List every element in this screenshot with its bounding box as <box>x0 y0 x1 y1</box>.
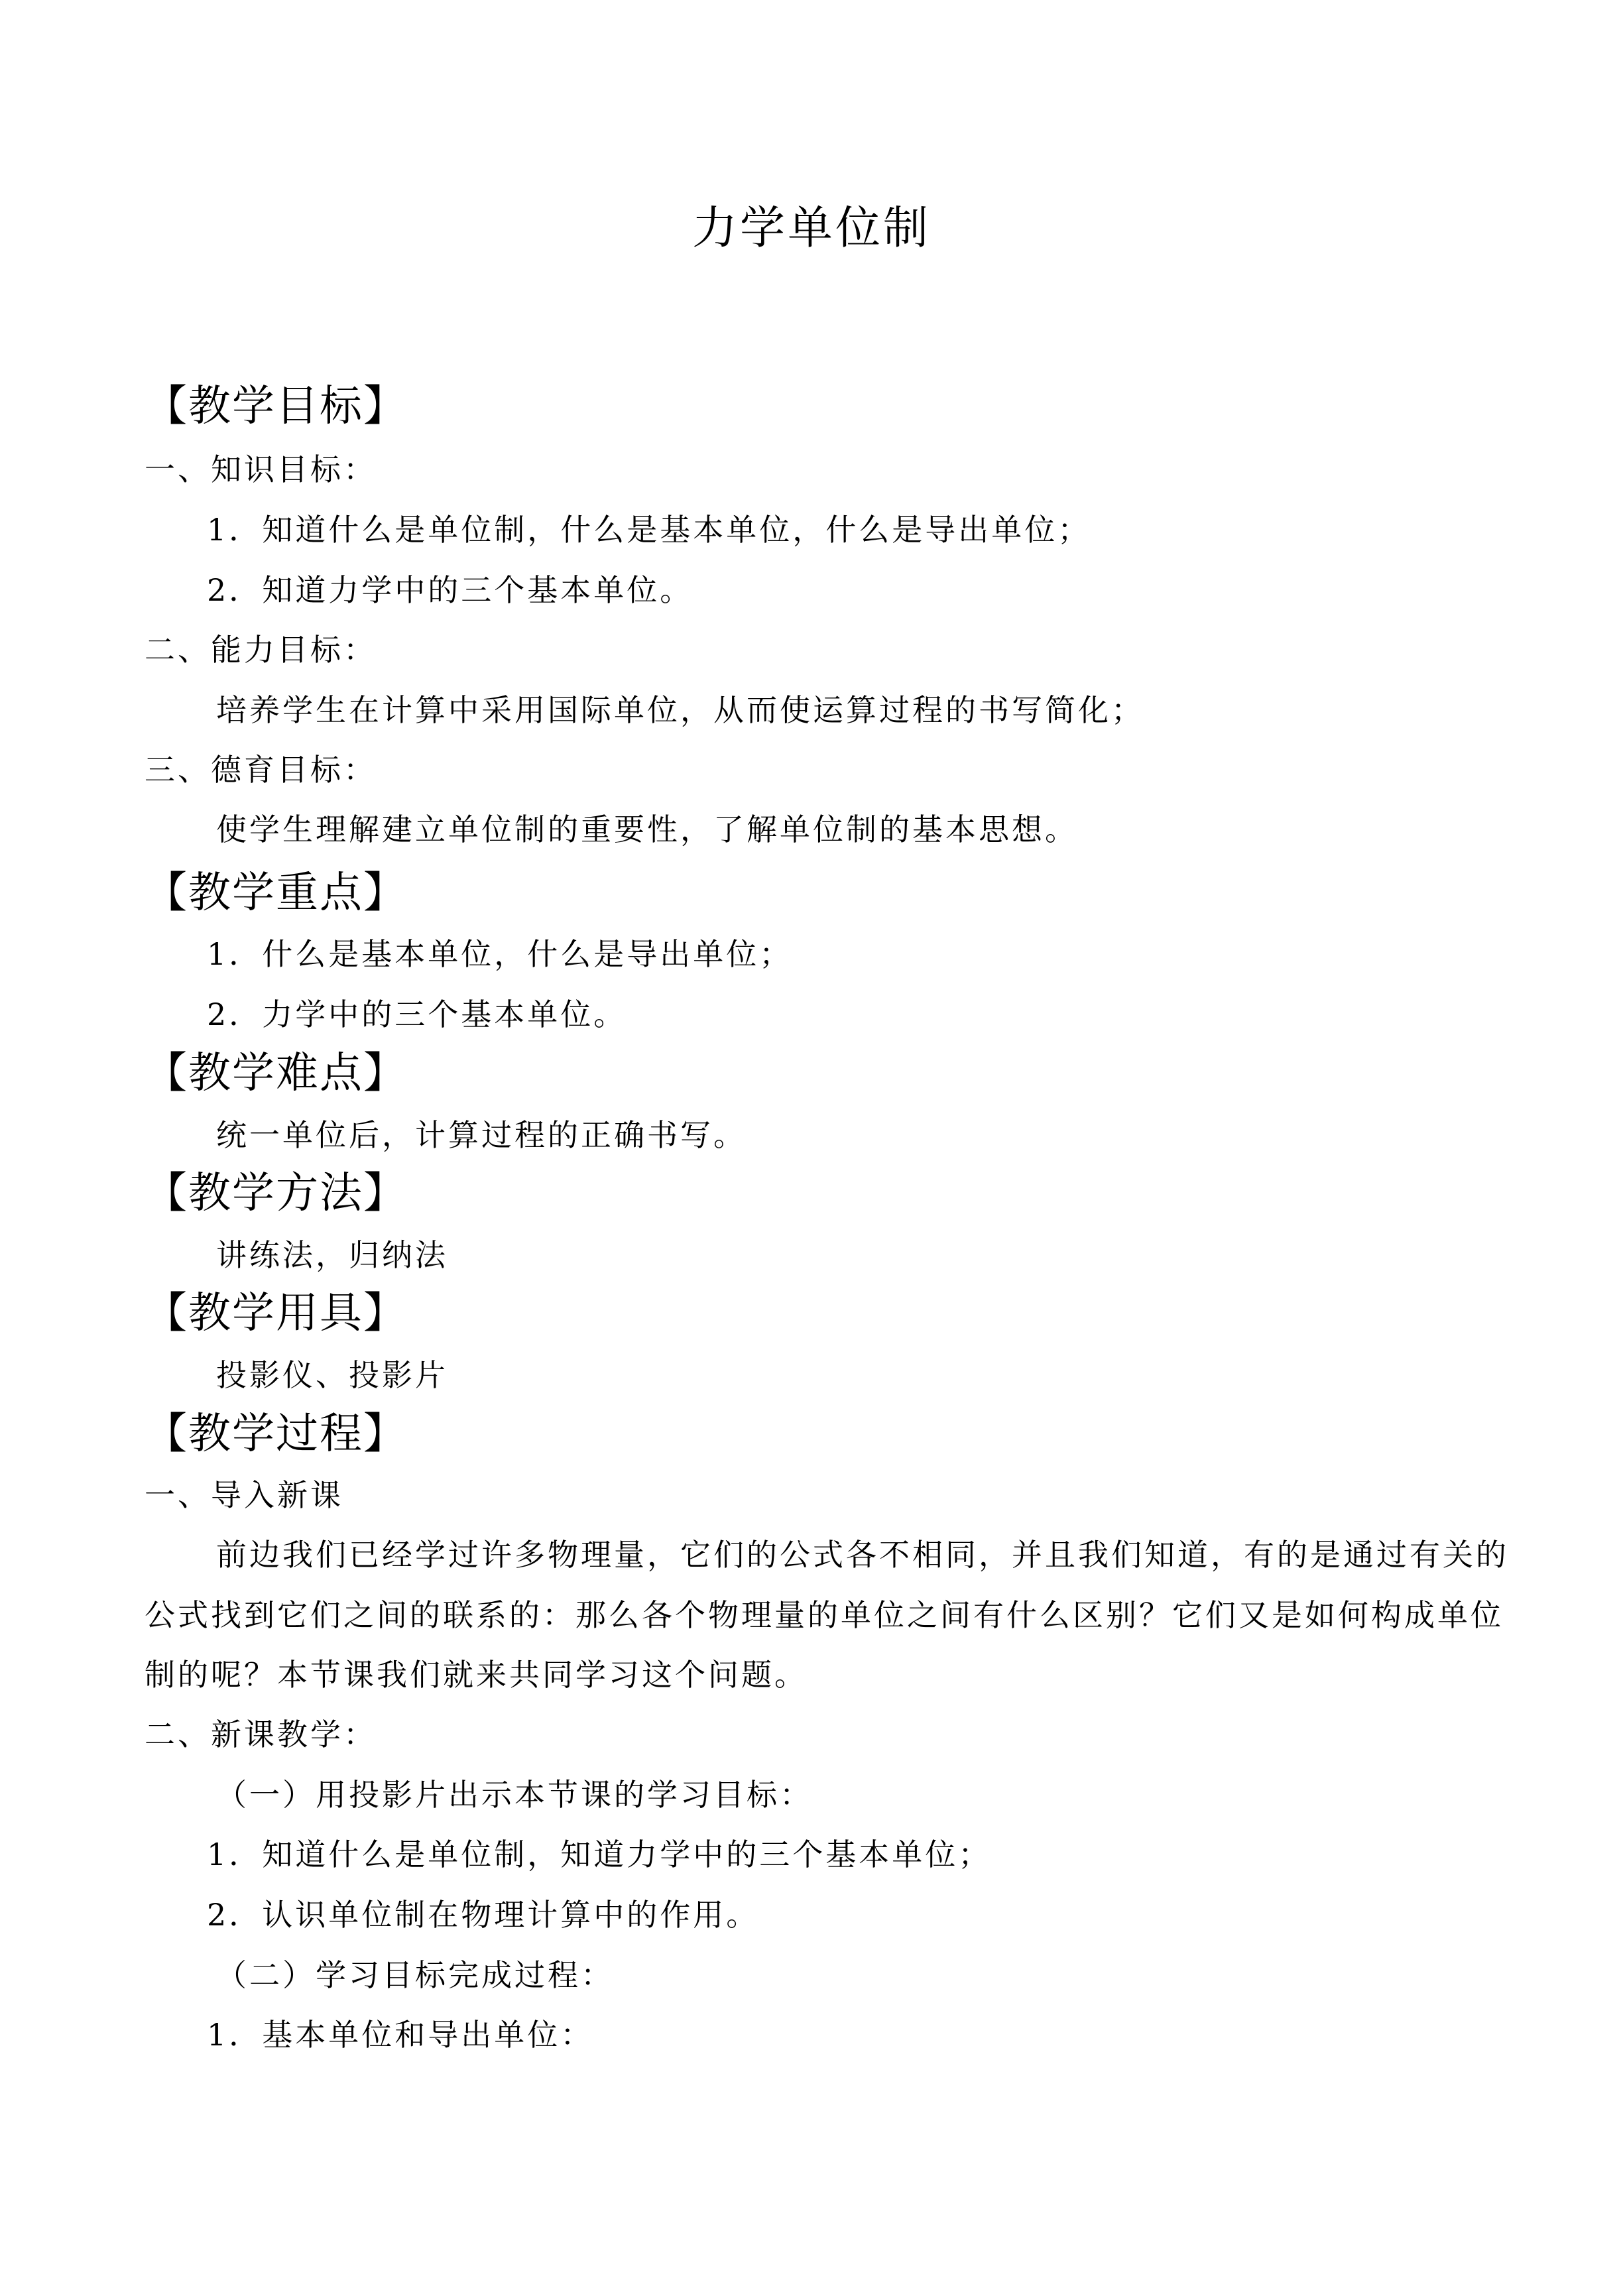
label-part-1: （一）用投影片出示本节课的学习目标： <box>216 1777 813 1813</box>
key-point-item-1: 1．什么是基本单位，什么是导出单位； <box>207 936 793 972</box>
methods-text: 讲练法，归纳法 <box>216 1237 448 1273</box>
intro-paragraph-line-1: 前边我们已经学过许多物理量，它们的公式各不相同，并且我们知道，有的是通过有关的 <box>216 1537 1509 1573</box>
heading-methods: 【教学方法】 <box>145 1169 407 1218</box>
tools-text: 投影仪、投影片 <box>216 1357 448 1393</box>
label-moral-objectives: 三、德育目标： <box>145 752 377 788</box>
heading-tools: 【教学用具】 <box>145 1289 407 1338</box>
heading-process: 【教学过程】 <box>145 1410 407 1459</box>
heading-difficulties: 【教学难点】 <box>145 1049 407 1098</box>
key-point-item-2: 2．力学中的三个基本单位。 <box>207 997 627 1032</box>
label-intro: 一、导入新课 <box>145 1477 343 1513</box>
intro-paragraph-line-2: 公式找到它们之间的联系的：那么各个物理量的单位之间有什么区别？它们又是如何构成单位 <box>145 1597 1504 1633</box>
difficulty-text: 统一单位后，计算过程的正确书写。 <box>216 1117 747 1153</box>
part-2-item-1: 1．基本单位和导出单位： <box>207 2017 594 2053</box>
knowledge-item-1: 1．知道什么是单位制，什么是基本单位，什么是导出单位； <box>207 512 1091 548</box>
part-1-item-2: 2．认识单位制在物理计算中的作用。 <box>207 1897 760 1933</box>
heading-key-points: 【教学重点】 <box>145 869 407 918</box>
knowledge-item-2: 2．知道力学中的三个基本单位。 <box>207 572 693 608</box>
moral-objective-text: 使学生理解建立单位制的重要性，了解单位制的基本思想。 <box>216 812 1078 847</box>
label-new-lesson: 二、新课教学： <box>145 1717 377 1752</box>
ability-objective-text: 培养学生在计算中采用国际单位，从而使运算过程的书写简化； <box>216 692 1144 728</box>
document-title: 力学单位制 <box>691 202 931 255</box>
label-knowledge-objectives: 一、知识目标： <box>145 452 377 487</box>
part-1-item-1: 1．知道什么是单位制，知道力学中的三个基本单位； <box>207 1837 992 1872</box>
heading-objectives: 【教学目标】 <box>145 382 407 431</box>
intro-paragraph-line-3: 制的呢？本节课我们就来共同学习这个问题。 <box>145 1657 808 1693</box>
label-part-2: （二）学习目标完成过程： <box>216 1957 614 1993</box>
label-ability-objectives: 二、能力目标： <box>145 632 377 668</box>
